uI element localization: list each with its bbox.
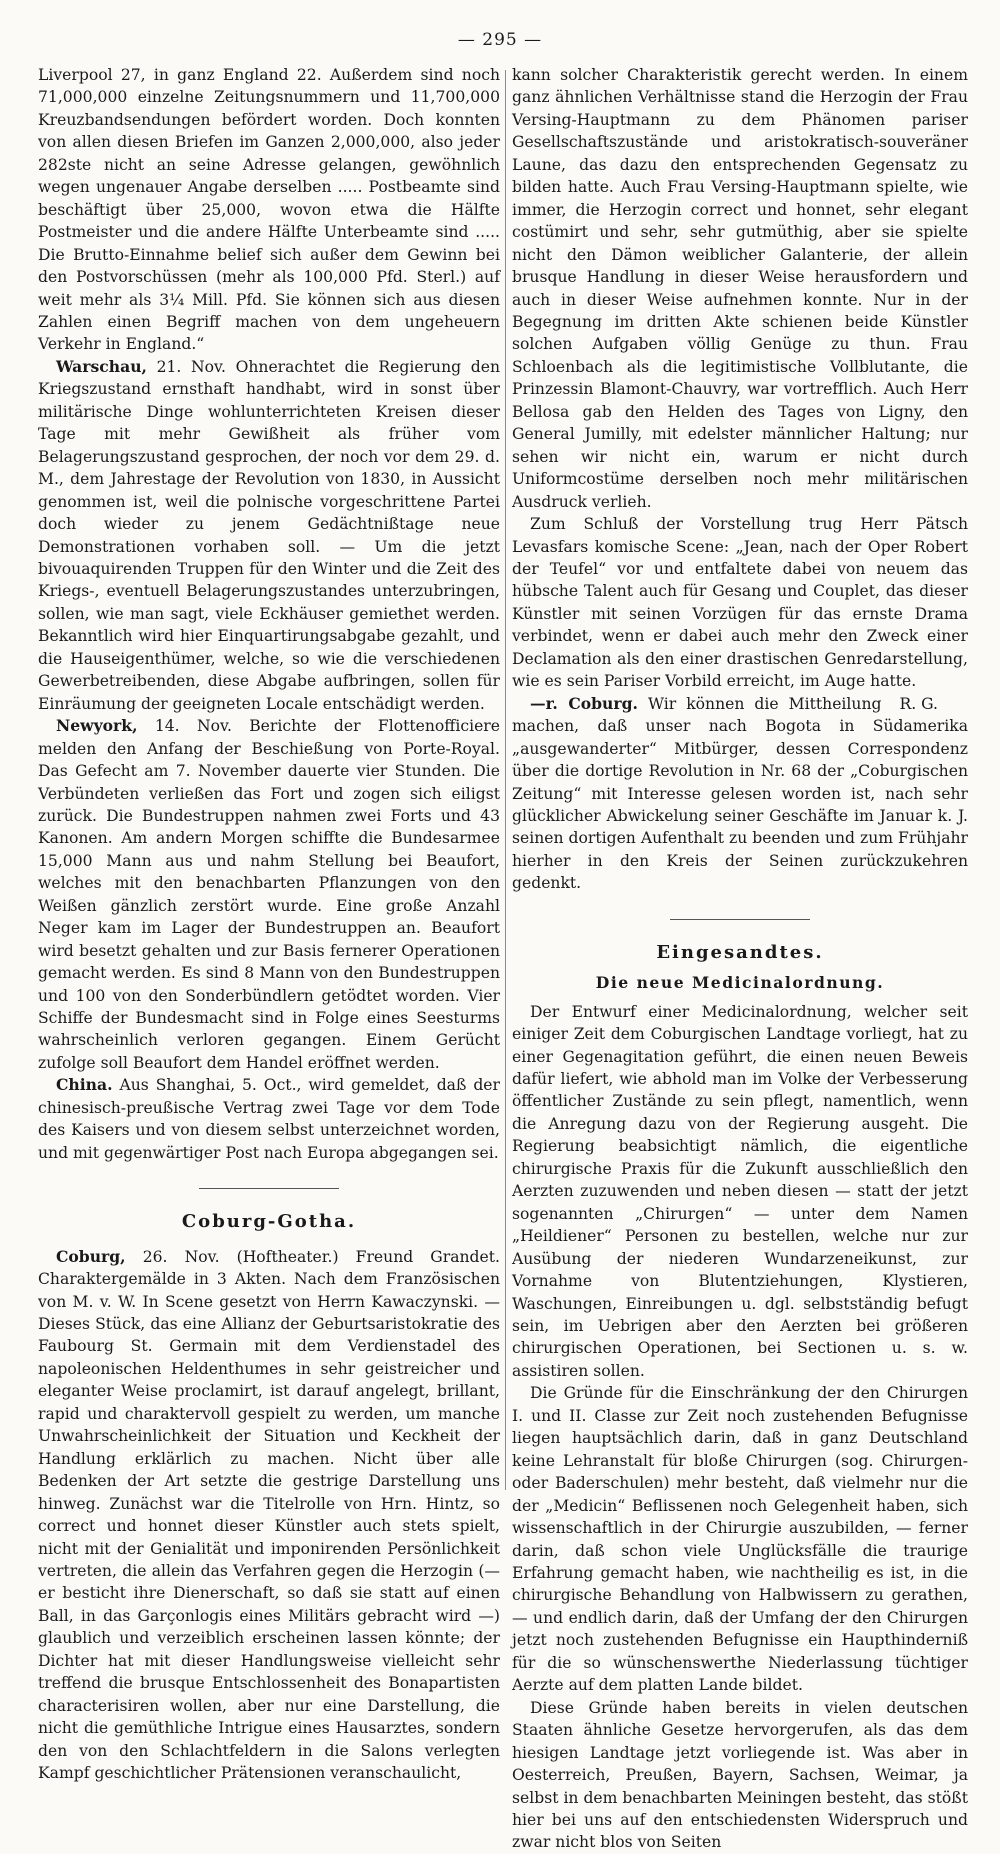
column-divider [505,70,506,1490]
news-text: Wir können die Mittheilung machen, daß unser nach Bogota in Südamerika „ausgewanderter“ Mitbürger, dessen Correspondenz über die dortige Revolution in Nr. 68 der „Coburgischen Zeitung“ mit Interesse gelesen worden ist, nach sehr glücklicher Abwickelung seiner Geschäfte im Januar k. J. seinen dortigen Aufenthalt zu beenden und zum Frühjahr hierher in den Kreis der Seinen zurückzukehren gedenkt. [512,694,968,893]
article-paragraph: Die Gründe für die Einschränkung der den Chirurgen I. und II. Classe zur Zeit noch zustehenden Befugnisse liegen hauptsächlich darin, daß in ganz Deutschland keine Lehranstalt für bloße Chirurgen (sog. Chirurgen- oder Baderschulen) mehr besteht, daß vielmehr nur die der „Medicin“ Beflissenen noch Gelegenheit haben, sich wissenschaftlich in der Chirurgie auszubilden, — ferner darin, daß schon viele Unglücksfälle die traurige Erfahrung gemacht haben, wie nachtheilig es ist, in die chirurgische Behandlung von Halbwissern zu gerathen, — und endlich darin, daß der Umfang der den Chirurgen jetzt noch zustehenden Befugnisse ein Haupthinderniß für die so wünschenswerthe Niederlassung tüchtiger Aerzte auf dem platten Lande bildet. [512,1384,968,1695]
dateline-place: Warschau, [56,356,147,376]
left-column [38,64,500,1783]
article-paragraph: Liverpool 27, in ganz England 22. Außerdem sind noch 71,000,000 einzelne Zeitungsnummern und 11,700,000 Kreuzbandsendungen befördert worden. Doch konnten von allen diesen Briefen im Ganzen 2,000,000, also jeder 282ste nicht an seine Adresse gelangen, gewöhnlich wegen ungenauer Angabe derselben ..... Postbeamte sind beschäftigt über 25,000, wovon etwa die Hälfte Postmeister und die andere Hälfte Unterbeamte sind ..... Die Brutto-Einnahme belief sich außer dem Gewinn bei den Postvorschüssen (mehr als 100,000 Pfd. Sterl.) auf weit mehr als 3¼ Mill. Pfd. Sie können sich aus diesen Zahlen einen Begriff machen von dem ungeheuern Verkehr in England.“ [38,66,500,354]
news-text: 26. Nov. (Hoftheater.) Freund Grandet. Charaktergemälde in 3 Akten. Nach dem Französischen von M. v. W. In Scene gesetzt von Herrn Kawaczynski. — Dieses Stück, das eine Allianz der Geburtsaristokratie des Faubourg St. Germain mit dem Verdienstadel des napoleonischen Heldenthumes in sehr geistreicher und eleganter Weise proclamirt, ist darauf angelegt, brillant, rapid und charaktervoll gespielt zu werden, um manche Unwahrscheinlichkeit der Situation und Keckheit der Handlung erklärlich zu machen. Nicht über alle Bedenken der Art setzte die gestrige Darstellung uns hinweg. Zunächst war die Titelrolle von Hrn. Hintz, so correct und honnet dieser Künstler auch stets spielt, nicht mit der Genialität und imponirenden Persönlichkeit vertreten, die allein das Verfahren gegen die Herzogin (— er besticht ihre Dienerschaft, so daß sie statt auf einen Ball, in das Garçonlogis eines Militärs gebracht wird —) glaublich und verzeiblich erscheinen lassen könnte; der Dichter hat mit dieser Handlungsweise vielleicht sehr treffend die brusque Entschlossenheit des Bonapartisten characterisiren wollen, aber nur eine Darstellung, die nicht die gemüthliche Intrigue eines Hausarztes, sondern den von den Schlachtfeldern in die Salons verlegten Kampf geschichtlicher Prätensionen veranschaulicht, [38,1247,500,1783]
section-separator [199,1188,339,1189]
article-paragraph: Der Entwurf einer Medicinalordnung, welcher seit einiger Zeit dem Coburgischen Landtage vorliegt, hat zu einer Gegenagitation geführt, die einen neuen Beweis dafür liefert, wie abhold man im Volke der Verbesserung öffentlicher Zustände zu sein pflegt, namentlich, wenn die Anregung dazu von der Regierung ausgeht. Die Regierung beabsichtigt nämlich, die eigentliche chirurgische Praxis für die Zukunft ausschließlich den Aerzten zuzuwenden und neben diesen — statt der jetzt sogenannten „Chirurgen“ — unter dem Namen „Heildiener“ Personen zu bestellen, welche nur zur Ausübung der niederen Wundarzeneikunst, zur Vornahme von Blutentziehungen, Klystieren, Waschungen, Einreibungen u. dgl. selbstständig befugt sein, im Uebrigen aber den Aerzten bei größeren chirurgischen Operationen, bei Sectionen u. s. w. assistiren sollen. [512,1002,968,1380]
article-paragraph: Diese Gründe haben bereits in vielen deutschen Staaten ähnliche Gesetze hervorgerufen, als das dem hiesigen Landtage jetzt vorliegende ist. Was aber in Oesterreich, Preußen, Bayern, Sachsen, Weimar, ja selbst in dem benachbarten Meiningen besteht, das stößt hier bei uns auf den entschiedensten Widerspruch und zwar nicht blos von Seiten [512,1698,968,1852]
news-text: 14. Nov. Berichte der Flottenofficiere melden den Anfang der Beschießung von Porte-Royal. Das Gefecht am 7. November dauerte vier Stunden. Die Verbündeten verließen das Fort und zogen sich eiligst zurück. Die Bundestruppen nahmen zwei Forts und 43 Kanonen. Am andern Morgen schiffte die Bundesarmee 15,000 Mann aus und nahm Stellung bei Beaufort, welches mit den benachbarten Pflanzungen von den Weißen gänzlich zerstört wurde. Eine große Anzahl Neger kam im Lager der Bundestruppen an. Beaufort wird besetzt gehalten und zur Basis fernerer Operationen gemacht werden. Es sind 8 Mann von den Bundestruppen und 100 von den Sonderbündlern getödtet worden. Vier Schiffe der Bundesmacht sind in Folge eines Seesturms wahrscheinlich verloren gegangen. Einem Gerücht zufolge soll Beaufort dem Handel eröffnet werden. [38,717,500,1072]
dateline-place: —r. Coburg. [530,693,638,713]
section-separator [670,919,810,920]
article-paragraph: kann solcher Charakteristik gerecht werden. In einem ganz ähnlichen Verhältnisse stand die Herzogin der Frau Versing-Hauptmann zu dem Phänomen pariser Gesellschaftszustände und aristokratisch-souveräner Laune, das dazu den entsprechenden Gegensatz zu bilden hatte. Auch Frau Versing-Hauptmann spielte, wie immer, die Herzogin correct und honnet, sehr elegant costümirt und sehr, sehr gutmüthig, aber sie spielte nicht den Dämon weiblicher Galanterie, der allein brusque Handlung in dieser Weise herausfordern und auch in dieser Weise aufnehmen konnte. Nur in der Begegnung im dritten Akte schienen beide Künstler solchen Aufgaben völlig Genüge zu thun. Frau Schloenbach als die legitimistische Vollblutante, die Prinzessin Blamont-Chauvry, war vortrefflich. Auch Herr Bellosa gab den Helden des Tages von Ligny, den General Jumilly, mit edelster männlicher Haltung; nur sehen wir nicht ein, warum er nicht durch Uniformcostüme derselben noch mehr militärischen Ausdruck verlieh. [512,66,968,511]
dateline-place: China. [56,1075,113,1095]
section-heading-coburg-gotha: Coburg-Gotha. [181,1211,357,1233]
article-title: Die neue Medicinalordnung. [595,973,885,993]
author-signature: R. G. [899,694,938,713]
dateline-place: Newyork, [56,716,138,736]
news-text: 21. Nov. Ohnerachtet die Regierung den Kriegszustand ernsthaft handhabt, wird in sonst über militärische Dinge wohlunterrichteten Kreisen dieser Tage mit mehr Gewißheit als früher vom Belagerungszustand gesprochen, der noch vor dem 29. d. M., dem Jahrestage der Revolution von 1830, in Aussicht genommen ist, weil die polnische vorgeschrittene Partei doch wieder zu jenem Gedächtnißtage neue Demonstrationen vorhaben soll. — Um die jetzt bivouaquirenden Truppen für den Winter und die Zeit des Kriegs-, eventuell Belagerungszustandes unterzubringen, sollen, wie man sagt, viele Eckhäuser gemiethet werden. Bekanntlich wird hier Einquartirungsabgabe gezahlt, und die Hauseigenthümer, welche, so wie die verschiedenen Gewerbetreibenden, diese Abgabe aufbringen, sollen für Einräumung der geeigneten Locale entschädigt werden. [38,357,500,713]
news-item-coburg-theater [38,1246,500,1785]
page-number: — 295 — [457,30,543,50]
news-text: Aus Shanghai, 5. Oct., wird gemeldet, daß der chinesisch-preußische Vertrag zwei Tage vor dem Tode des Kaisers und von diesem selbst unterzeichnet worden, und mit gegenwärtiger Post nach Europa abgegangen sei. [38,1076,500,1162]
news-item-newyork [38,715,500,1074]
news-item-warschau [38,356,500,715]
right-column [512,64,968,1852]
paragraph-text: Zum Schluß der Vorstellung trug Herr Pätsch Levasfars komische Scene: „Jean, nach der Oper Robert der Teufel“ vor und entfaltete dabei von neuem das hübsche Talent auch für Gesang und Couplet, das dieser Künstler mit seinen Vorzügen für das ernste Drama verbindet, wenn er dabei auch mehr den Zweck einer Declamation als den einer drastischen Genredarstellung, wie es sein Pariser Vorbild erreicht, im Auge hatte. [512,515,968,691]
dateline-place: Coburg, [56,1246,126,1266]
news-item-china [38,1074,500,1164]
section-heading-eingesandtes: Eingesandtes. [656,941,824,963]
news-item-coburg-bogota [512,693,968,895]
